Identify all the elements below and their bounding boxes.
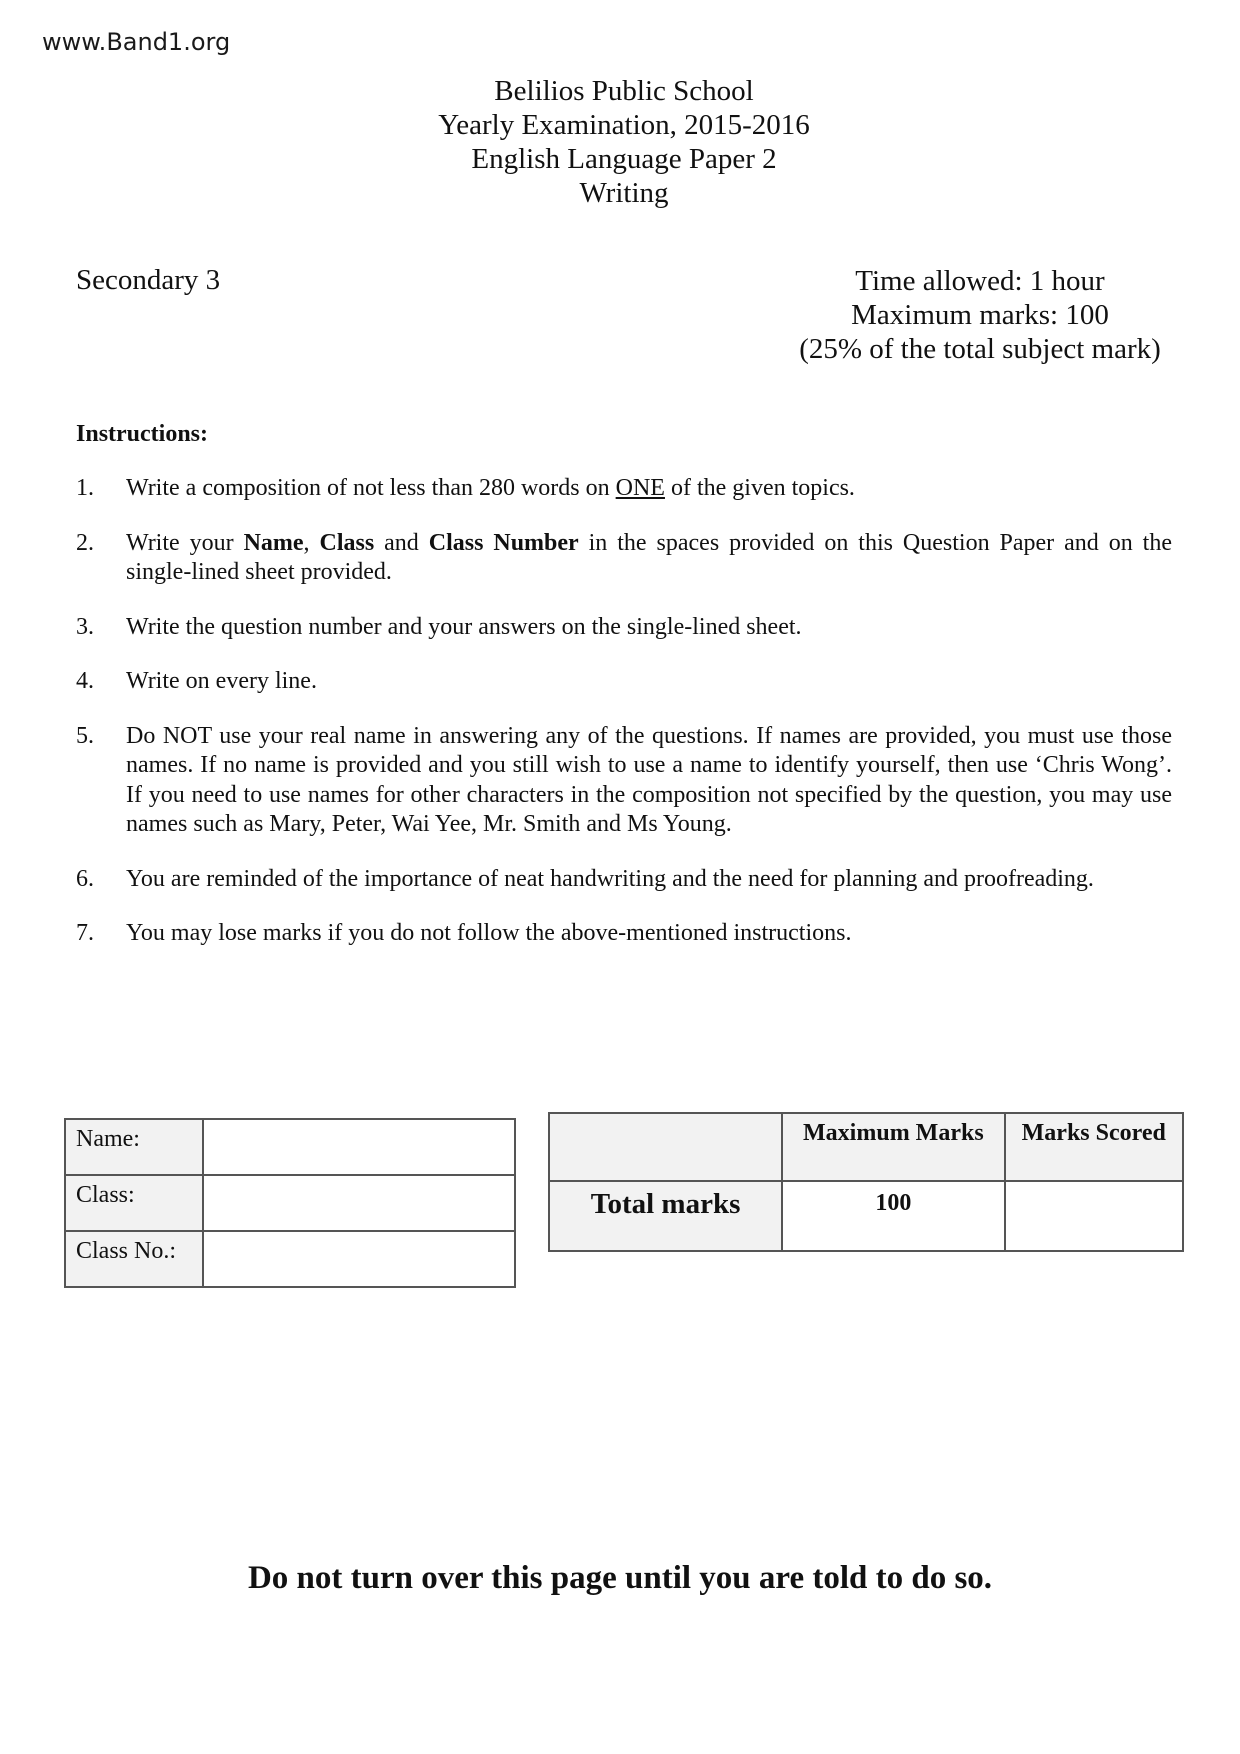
instruction-number: 7. xyxy=(76,920,94,946)
instruction-text: Write on every line. xyxy=(126,668,317,694)
instruction-item xyxy=(76,529,1172,588)
instructions-list xyxy=(76,474,1172,974)
instruction-item xyxy=(76,474,1172,504)
instruction-number: 3. xyxy=(76,613,94,640)
maximum-marks-header: Maximum Marks xyxy=(782,1113,1004,1181)
instruction-text-part: Write a composition of not less than 280 words on xyxy=(126,475,616,501)
watermark-text: www.Band1.org xyxy=(42,28,231,56)
instruction-number: 5. xyxy=(76,722,94,749)
maximum-marks: Maximum marks: 100 xyxy=(851,299,1109,331)
bold-name: Name xyxy=(243,529,304,556)
class-no-field[interactable] xyxy=(203,1231,515,1287)
instruction-number: 4. xyxy=(76,668,94,694)
exam-title: Yearly Examination, 2015-2016 xyxy=(438,109,810,141)
class-label: Class: xyxy=(65,1175,203,1231)
marks-table xyxy=(548,1112,1184,1252)
instruction-item xyxy=(76,919,1172,949)
maximum-marks-value: 100 xyxy=(782,1181,1004,1251)
time-allowed: Time allowed: 1 hour xyxy=(855,265,1105,297)
paper-title: English Language Paper 2 xyxy=(471,143,777,175)
instructions-heading: Instructions: xyxy=(76,421,209,447)
table-row xyxy=(65,1231,515,1287)
instruction-item xyxy=(76,722,1172,840)
name-label: Name: xyxy=(65,1119,203,1175)
marks-scored-header: Marks Scored xyxy=(1005,1113,1183,1181)
table-row xyxy=(549,1181,1183,1251)
name-field[interactable] xyxy=(203,1119,515,1175)
bold-class: Class xyxy=(319,529,375,556)
instruction-text xyxy=(126,529,1172,588)
weighting: (25% of the total subject mark) xyxy=(799,333,1161,365)
instruction-number: 1. xyxy=(76,475,94,501)
empty-header-cell xyxy=(549,1113,782,1181)
table-row xyxy=(65,1119,515,1175)
class-no-label: Class No.: xyxy=(65,1231,203,1287)
school-name: Belilios Public School xyxy=(494,75,754,107)
instruction-text: Write the question number and your answers on the single-lined sheet. xyxy=(126,613,802,640)
table-row xyxy=(65,1175,515,1231)
instruction-number: 6. xyxy=(76,865,94,892)
instruction-text xyxy=(126,474,1172,504)
instruction-text-part: and xyxy=(374,529,429,556)
instruction-text-part: of the given topics. xyxy=(664,475,855,501)
instruction-text-part: Write your xyxy=(126,529,244,556)
exam-meta xyxy=(780,264,1180,366)
instruction-text-part: , xyxy=(303,529,320,556)
instruction-text-part: in the spaces provided on this Question Paper and on the single-lined sheet provided. xyxy=(126,529,1172,585)
instruction-text: Do NOT use your real name in answering any of the questions. If names are provided, you must use those names. If no name is provided and you still wish to use a name to identify yourself, then use ‘Chris Wong’. If you need to use names for other characters in the composition not specified by the question, you may use names such as Mary, Peter, Wai Yee, Mr. Smith and Ms Young. xyxy=(126,722,1172,837)
marks-scored-field[interactable] xyxy=(1005,1181,1183,1251)
level-label: Secondary 3 xyxy=(76,264,221,296)
underlined-one: ONE xyxy=(615,475,665,501)
class-field[interactable] xyxy=(203,1175,515,1231)
table-header-row xyxy=(549,1113,1183,1181)
instruction-item xyxy=(76,667,1172,697)
student-id-table xyxy=(64,1118,516,1288)
bold-class-number: Class Number xyxy=(428,529,579,556)
instruction-item xyxy=(76,613,1172,643)
instruction-number: 2. xyxy=(76,529,94,556)
footer-warning: Do not turn over this page until you are told to do so. xyxy=(247,1560,993,1596)
section-title: Writing xyxy=(579,177,669,209)
instruction-text: You may lose marks if you do not follow the above-mentioned instructions. xyxy=(126,920,852,946)
total-marks-label: Total marks xyxy=(549,1181,782,1251)
exam-header xyxy=(320,74,928,210)
instruction-text: You are reminded of the importance of neat handwriting and the need for planning and proofreading. xyxy=(126,865,1094,892)
instruction-item xyxy=(76,865,1172,895)
